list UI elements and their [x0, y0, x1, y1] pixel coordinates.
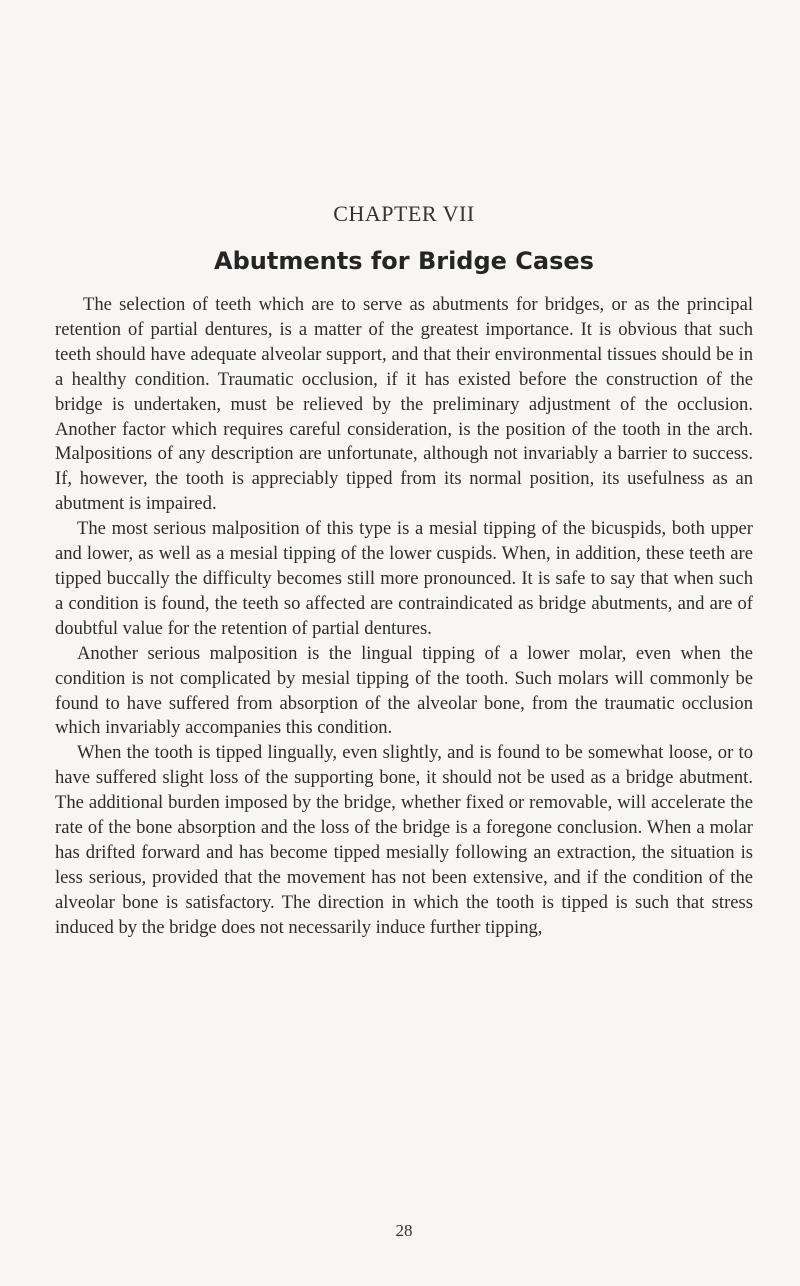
- chapter-heading: CHAPTER VII: [333, 201, 475, 226]
- body-text: [55, 293, 753, 941]
- paragraph: Another serious malposition is the lingual tipping of a lower molar, even when the condition is not complicated by mesial tipping of the tooth. Such molars will commonly be found to have suffered from absorption of the alveolar bone, from the traumatic occlusion which invariably accompanies this condition.: [55, 642, 753, 739]
- book-page: [55, 0, 753, 1286]
- paragraph: When the tooth is tipped lingually, even slightly, and is found to be somewhat loose, or to have suffered slight loss of the supporting bone, it should not be used as a bridge abutment. The additional burden imposed by the bridge, whether fixed or removable, will accelerate the rate of the bone absorption and the loss of the bridge is a foregone conclusion. When a molar has drifted forward and has become tipped mesially following an extraction, the situation is less serious, provided that the movement has not been extensive, and if the condition of the alveolar bone is satisfactory. The direction in which the tooth is tipped is such that stress induced by the bridge does not necessarily induce further tipping,: [55, 742, 753, 938]
- paragraph: The most serious malposition of this type is a mesial tipping of the bicuspids, both upper and lower, as well as a mesial tipping of the lower cuspids. When, in addition, these teeth are tipped buccally the difficulty becomes still more pronounced. It is safe to say that when such a condition is found, the teeth so affected are contraindicated as bridge abutments, and are of doubtful value for the retention of partial dentures.: [55, 518, 753, 639]
- chapter-title: Abutments for Bridge Cases: [214, 247, 594, 275]
- paragraph: The selection of teeth which are to serve as abutments for bridges, or as the principal retention of partial dentures, is a matter of the greatest importance. It is obvious that such teeth should have adequate alveolar support, and that their environmental tissues should be in a healthy condition. Traumatic occlusion, if it has existed before the construction of the bridge is undertaken, must be relieved by the preliminary adjustment of the occlusion. Another factor which requires careful consideration, is the position of the tooth in the arch. Malpositions of any description are unfortunate, although not invariably a barrier to success. If, however, the tooth is appreciably tipped from its normal position, its usefulness as an abutment is impaired.: [55, 294, 753, 515]
- page-number: 28: [395, 1221, 413, 1240]
